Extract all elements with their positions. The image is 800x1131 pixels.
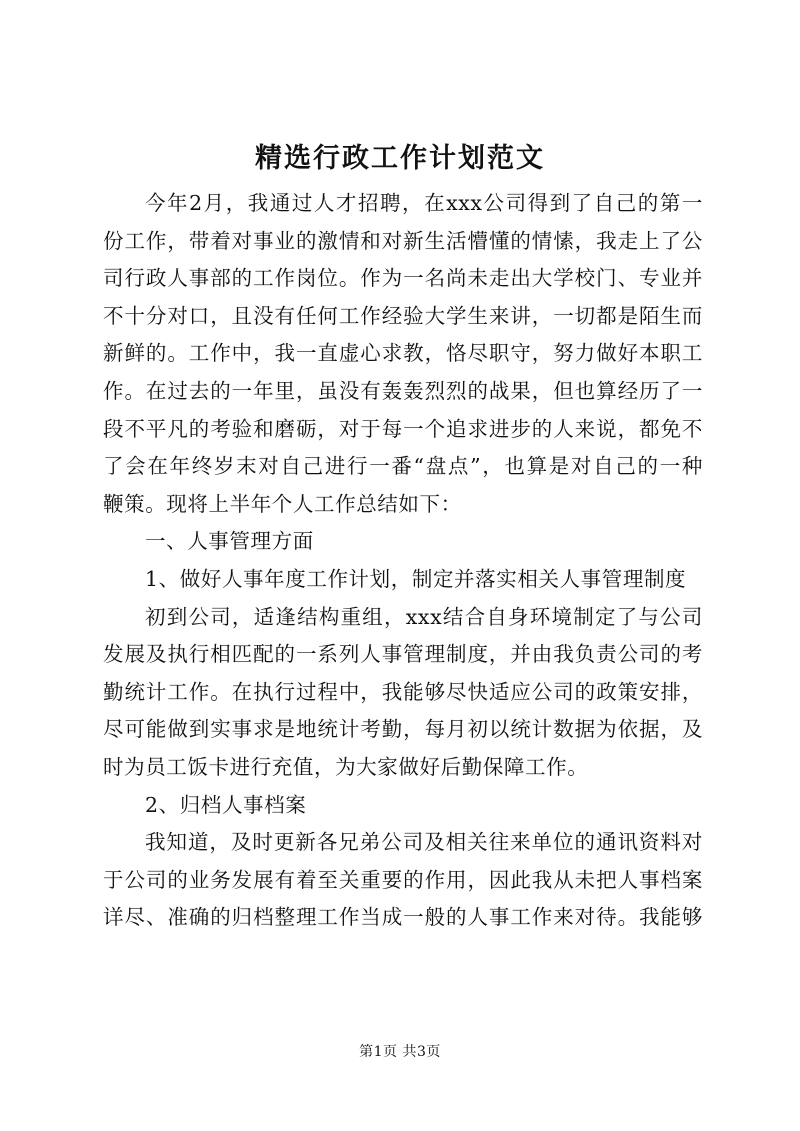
- document-body: [103, 185, 703, 937]
- body-line: 尽可能做到实事求是地统计考勤，每月初以统计数据为依据，及: [103, 717, 703, 742]
- body-line: 新鲜的。工作中，我一直虚心求教，恪尽职守，努力做好本职工: [103, 341, 703, 366]
- body-line: 我知道，及时更新各兄弟公司及相关往来单位的通讯资料对: [145, 830, 703, 855]
- body-line: 段不平凡的考验和磨砺，对于每一个追求进步的人来说，都免不: [103, 416, 703, 441]
- body-line: 于公司的业务发展有着至关重要的作用，因此我从未把人事档案: [103, 867, 703, 892]
- body-line: 不十分对口，且没有任何工作经验大学生来讲，一切都是陌生而: [103, 303, 703, 328]
- body-line: 司行政人事部的工作岗位。作为一名尚未走出大学校门、专业并: [103, 266, 703, 291]
- body-line: 鞭策。现将上半年个人工作总结如下：: [103, 491, 462, 516]
- page-footer: 第1页 共3页: [359, 1044, 441, 1060]
- body-line: 今年2月，我通过人才招聘，在xxx公司得到了自己的第一: [145, 191, 703, 215]
- body-line: 勤统计工作。在执行过程中，我能够尽快适应公司的政策安排，: [103, 679, 703, 704]
- subsection-heading: 2、归档人事档案: [145, 792, 307, 817]
- body-line: 了会在年终岁末对自己进行一番“盘点”，也算是对自己的一种: [103, 454, 703, 479]
- body-line: 份工作，带着对事业的激情和对新生活懵懂的情愫，我走上了公: [103, 228, 703, 253]
- body-line: 初到公司，适逢结构重组，xxx结合自身环境制定了与公司: [145, 604, 703, 629]
- body-line: 作。在过去的一年里，虽没有轰轰烈烈的战果，但也算经历了一: [103, 378, 703, 403]
- body-line: 发展及执行相匹配的一系列人事管理制度，并由我负责公司的考: [103, 642, 703, 667]
- subsection-heading: 1、做好人事年度工作计划，制定并落实相关人事管理制度: [145, 566, 687, 591]
- body-line: 详尽、准确的归档整理工作当成一般的人事工作来对待。我能够: [103, 905, 703, 930]
- body-line: 时为员工饭卡进行充值，为大家做好后勤保障工作。: [103, 754, 589, 779]
- document-title: 精选行政工作计划范文: [255, 143, 545, 174]
- section-heading: 一、人事管理方面: [145, 529, 314, 554]
